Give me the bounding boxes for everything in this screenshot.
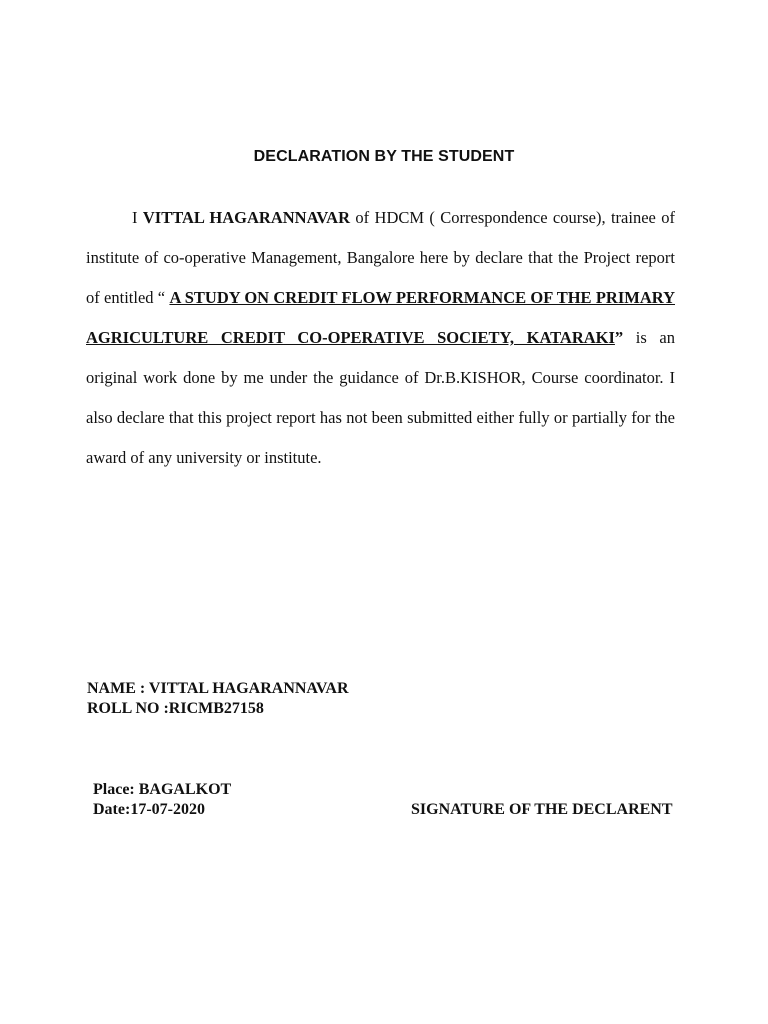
student-name: VITTAL HAGARANNAVAR: [142, 208, 350, 227]
date-line: Date:17-07-2020: [93, 801, 205, 818]
project-title: A STUDY ON CREDIT FLOW PERFORMANCE OF THE PRIMARY AGRICULTURE CREDIT CO-OPERATIVE SOCIETY, KATARAKI: [86, 288, 675, 347]
student-name-line: NAME : VITTAL HAGARANNAVAR: [87, 680, 349, 697]
paragraph-text-2: of HDCM ( Correspondence course), trainee of institute of co-operative Management, Bangalore here by declare that the Project report of entitled “: [86, 208, 675, 307]
place-line: Place: BAGALKOT: [93, 781, 232, 798]
roll-number-line: ROLL NO :RICMB27158: [87, 700, 264, 717]
paragraph-text-1: I: [132, 208, 143, 227]
paragraph-text-3: is an original work done by me under the guidance of Dr.B.KISHOR, Course coordinator. I also declare that this project report has not been submitted either fully or partially for the award of any university or institute.: [86, 328, 675, 467]
signature-label: SIGNATURE OF THE DECLARENT: [411, 801, 673, 818]
closing-quote: ”: [614, 328, 624, 347]
page-title: DECLARATION BY THE STUDENT: [253, 148, 515, 165]
declaration-paragraph: [86, 198, 675, 478]
